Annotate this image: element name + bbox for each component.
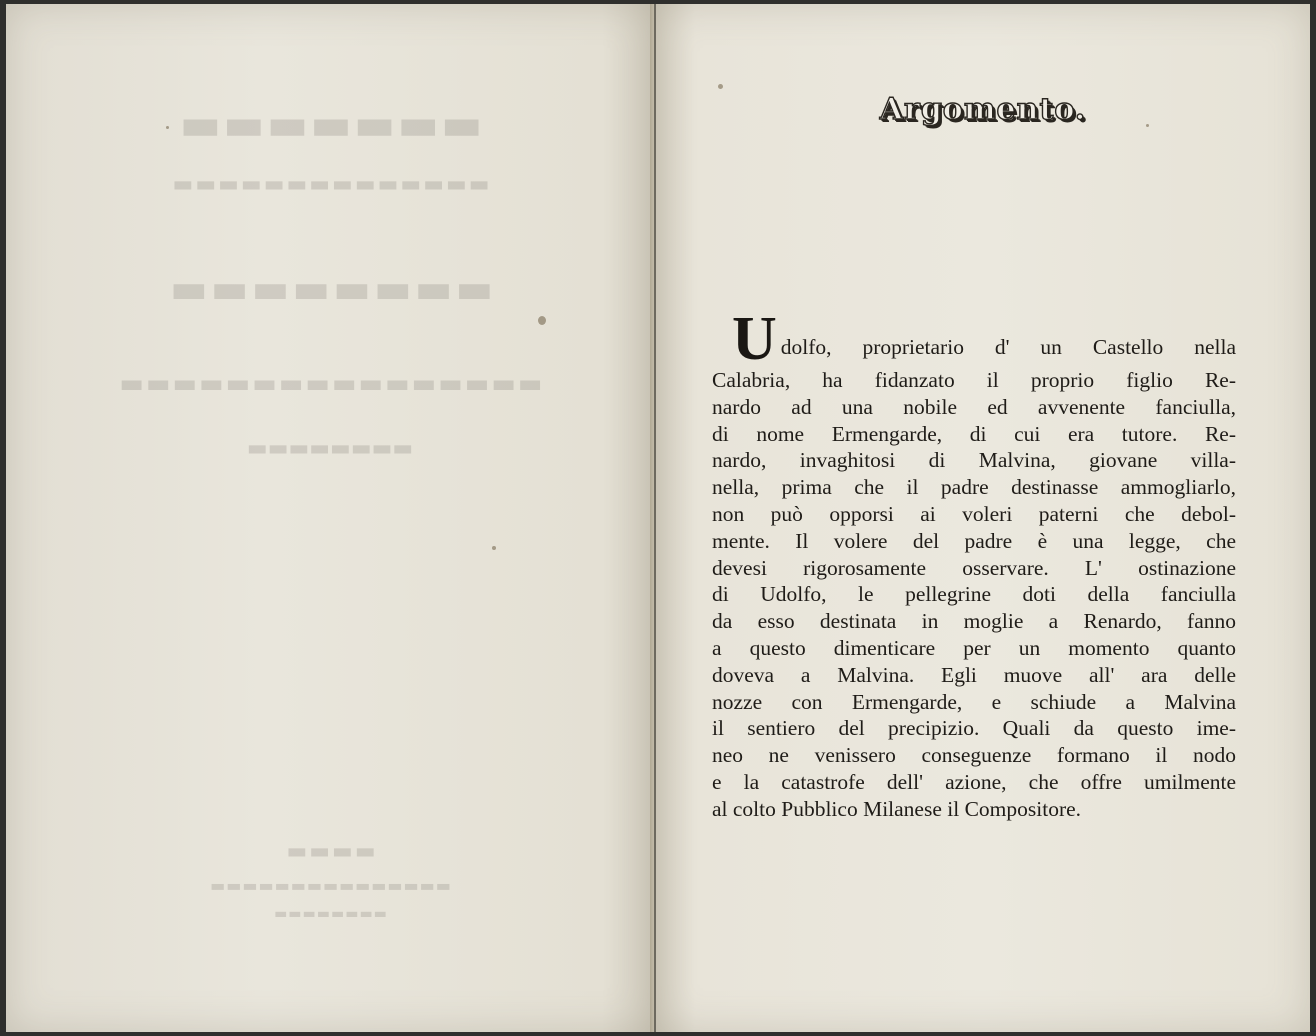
text-line: doveva a Malvina. Egli muove all' ara delle	[712, 662, 1236, 687]
text-line: il sentiero del precipizio. Quali da questo ime-	[712, 716, 1236, 741]
text-line: nozze con Ermengarde, e schiude a Malvina	[712, 689, 1236, 714]
text-line: di nome Ermengarde, di cui era tutore. Re-	[712, 421, 1236, 446]
text-line: nardo ad una nobile ed avvenente fanciulla,	[712, 394, 1236, 419]
text-line: da esso destinata in moglie a Renardo, fanno	[712, 609, 1236, 634]
foxing-spot	[166, 126, 169, 129]
text-line: nella, prima che il padre destinasse ammogliarlo,	[712, 475, 1236, 500]
text-line: al colto Pubblico Milanese il Compositore.	[712, 796, 1082, 821]
drop-cap: U	[732, 305, 777, 373]
text-line: Calabria, ha fidanzato il proprio figlio Re-	[712, 368, 1236, 392]
bleed-through-title-page: ▬▬▬▬▬▬▬ ▬▬▬▬▬▬▬▬▬▬▬▬▬▬ ▬▬▬▬▬▬▬▬ ▬▬▬▬▬▬▬▬▬▬▬▬▬▬▬▬ ▬▬▬▬▬▬▬▬ ▬▬▬▬ ▬▬▬▬▬▬▬▬▬▬▬▬▬▬▬ ▬▬▬▬▬▬▬▬	[117, 99, 543, 922]
text-line: dolfo, proprietario d' un Castello nella	[780, 335, 1236, 359]
page-heading: Argomento.	[879, 92, 1087, 127]
text-line: neo ne venissero conseguenze formano il nodo	[712, 743, 1236, 768]
foxing-spot	[538, 316, 546, 325]
text-line: a questo dimenticare per un momento quanto	[712, 635, 1236, 660]
text-line: devesi rigorosamente osservare. L' ostinazione	[712, 555, 1236, 580]
foxing-spot	[718, 84, 723, 89]
text-line: non può opporsi ai voleri paterni che debol-	[712, 501, 1236, 526]
text-line: di Udolfo, le pellegrine doti della fanciulla	[712, 582, 1236, 607]
text-line: mente. Il volere del padre è una legge, che	[712, 528, 1236, 553]
argument-paragraph	[712, 305, 1236, 823]
text-line: nardo, invaghitosi di Malvina, giovane villa-	[712, 448, 1236, 473]
text-line: e la catastrofe dell' azione, che offre umilmente	[712, 769, 1236, 794]
foxing-spot	[492, 546, 496, 550]
left-page	[6, 4, 654, 1032]
